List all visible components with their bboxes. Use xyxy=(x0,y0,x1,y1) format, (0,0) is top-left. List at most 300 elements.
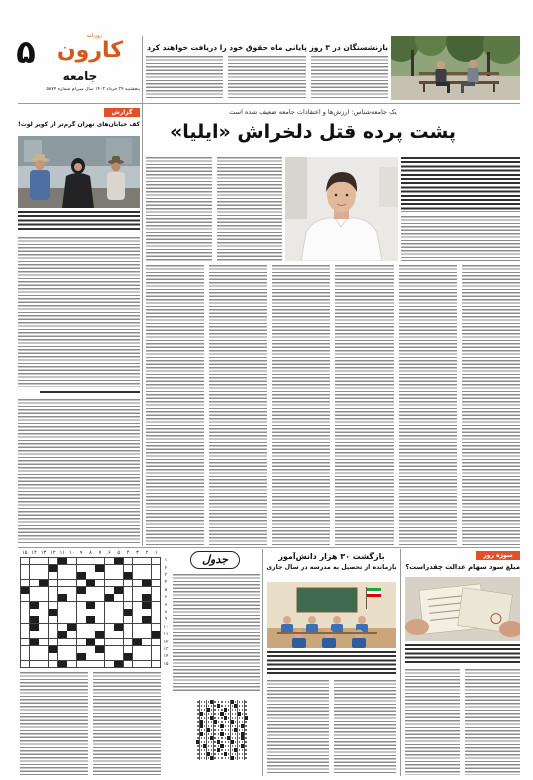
article-body-text xyxy=(334,680,396,775)
crossword-cell xyxy=(49,558,58,565)
column-divider xyxy=(400,549,401,776)
crossword-black-cell xyxy=(49,565,58,572)
crossword-black-cell xyxy=(30,616,39,623)
crossword-cell xyxy=(21,639,30,646)
crossword-cell xyxy=(95,609,104,616)
crossword-cell xyxy=(95,572,104,579)
crossword-cell xyxy=(133,580,142,587)
crossword-cell xyxy=(95,624,104,631)
crossword-cell xyxy=(124,558,133,565)
crossword-cell xyxy=(30,609,39,616)
photo-ilya xyxy=(285,157,398,261)
crossword-cell xyxy=(105,646,114,653)
crossword-cell xyxy=(152,602,161,609)
main-story-headline: پشت پرده قتل دلخراش «ایلیا» xyxy=(169,121,457,143)
crossword-row-number: ۱۳ xyxy=(163,646,169,652)
crossword-cell xyxy=(142,646,151,653)
main-story-kicker: یک جامعه‌شناس: ارزش‌ها و اعتقادات جامعه ضعیف شده است xyxy=(229,108,397,116)
crossword-black-cell xyxy=(142,602,151,609)
crossword-cell xyxy=(105,580,114,587)
crossword-cell xyxy=(67,572,76,579)
crossword-cell xyxy=(21,646,30,653)
crossword-black-cell xyxy=(114,558,123,565)
crossword-black-cell xyxy=(142,580,151,587)
crossword-cell xyxy=(77,616,86,623)
crossword-cell xyxy=(58,602,67,609)
article-body-text xyxy=(209,265,267,545)
crossword-cell xyxy=(142,653,151,660)
crossword-cell xyxy=(49,572,58,579)
crossword-column-numbers xyxy=(20,550,161,556)
crossword-cell xyxy=(152,580,161,587)
crossword-cell xyxy=(124,580,133,587)
photo-justice-shares xyxy=(405,577,520,641)
crossword-black-cell xyxy=(124,609,133,616)
crossword-cell xyxy=(77,602,86,609)
crossword-cell xyxy=(133,565,142,572)
crossword-cell xyxy=(95,594,104,601)
desks xyxy=(277,632,377,634)
lead-paragraph-text xyxy=(401,157,520,212)
crossword-black-cell xyxy=(86,616,95,623)
crossword-cell xyxy=(21,594,30,601)
crossword-black-cell xyxy=(95,631,104,638)
crossword-cell xyxy=(67,616,76,623)
crossword-cell xyxy=(86,624,95,631)
crossword-cell xyxy=(124,661,133,668)
crossword-cell xyxy=(142,609,151,616)
crossword-cell xyxy=(58,646,67,653)
crossword-cell xyxy=(39,616,48,623)
crossword-row-number: ۵ xyxy=(164,587,168,593)
column-divider xyxy=(142,36,143,546)
crossword-cell xyxy=(124,587,133,594)
article-body-text xyxy=(405,669,460,775)
crossword-cell xyxy=(58,609,67,616)
crossword-black-cell xyxy=(21,587,30,594)
crossword-column-number: ۱۱ xyxy=(59,550,65,556)
crossword-cell xyxy=(67,609,76,616)
report-section-tag: گزارش xyxy=(104,108,140,117)
man-walking xyxy=(107,156,125,200)
crossword-column-number: ۱۵ xyxy=(22,550,28,556)
crossword-cell xyxy=(95,587,104,594)
crossword-cell xyxy=(124,594,133,601)
crossword-cell xyxy=(152,661,161,668)
crossword-row-number: ۳ xyxy=(164,572,168,578)
crossword-cell xyxy=(114,594,123,601)
photo-caption-text xyxy=(405,644,520,665)
crossword-column-number: ۴ xyxy=(126,550,130,556)
crossword-column-number: ۱۰ xyxy=(69,550,75,556)
top-story-headline: بازنشستگان در ۳ روز پایانی ماه حقوق خود را دریافت خواهند کرد xyxy=(147,43,388,52)
crossword-black-cell xyxy=(77,572,86,579)
crossword-black-cell xyxy=(124,653,133,660)
crossword-cell xyxy=(67,661,76,668)
crossword-black-cell xyxy=(58,558,67,565)
crossword-cell xyxy=(39,602,48,609)
crossword-cell xyxy=(67,639,76,646)
crossword-cell xyxy=(58,587,67,594)
crossword-cell xyxy=(124,602,133,609)
crossword-cell xyxy=(49,602,58,609)
crossword-cell xyxy=(21,565,30,572)
article-body-text xyxy=(272,265,330,545)
crossword-cell xyxy=(21,653,30,660)
crossword-clues-text xyxy=(20,672,88,775)
crossword-cell xyxy=(133,602,142,609)
justice-shares-headline: مبلغ سود سهام عدالت چقدراست؟ xyxy=(405,563,520,571)
crossword-cell xyxy=(105,631,114,638)
crossword-cell xyxy=(95,616,104,623)
photo-retirees-park xyxy=(391,36,520,100)
crossword-cell xyxy=(39,661,48,668)
schools-body xyxy=(267,680,396,775)
crossword-cell xyxy=(77,631,86,638)
solution-cell xyxy=(245,756,248,760)
crossword-black-cell xyxy=(105,594,114,601)
crossword-cell xyxy=(58,639,67,646)
crossword-cell xyxy=(105,565,114,572)
crossword-cell xyxy=(67,646,76,653)
crossword-cell xyxy=(49,580,58,587)
crossword-cell xyxy=(49,616,58,623)
crossword-cell xyxy=(58,624,67,631)
crossword-black-cell xyxy=(114,661,123,668)
crossword-column-number: ۱۲ xyxy=(50,550,56,556)
crossword-row-number: ۱۱ xyxy=(163,632,169,638)
crossword-cell xyxy=(58,653,67,660)
article-body-text xyxy=(146,56,223,100)
crossword-clues-text xyxy=(93,672,161,775)
crossword-cell xyxy=(105,624,114,631)
crossword-cell xyxy=(114,639,123,646)
crossword-cell xyxy=(133,616,142,623)
photo-classroom xyxy=(267,582,396,648)
crossword-column-number: ۳ xyxy=(136,550,139,556)
crossword-grid xyxy=(20,557,161,668)
article-body-text xyxy=(462,265,520,545)
crossword-cell xyxy=(67,653,76,660)
crossword-black-cell xyxy=(49,646,58,653)
crossword-cell xyxy=(95,558,104,565)
crossword-cell xyxy=(30,646,39,653)
crossword-cell xyxy=(86,609,95,616)
article-body-text xyxy=(335,265,393,545)
crossword-cell xyxy=(142,661,151,668)
crossword-cell xyxy=(58,565,67,572)
crossword-column-number: ۱۴ xyxy=(31,550,37,556)
crossword-cell xyxy=(39,609,48,616)
top-story-body xyxy=(146,56,388,100)
crossword-previous-solution xyxy=(196,700,248,760)
crossword-cell xyxy=(21,631,30,638)
crossword-cell xyxy=(77,609,86,616)
crossword-cell xyxy=(105,609,114,616)
crossword-cell xyxy=(124,639,133,646)
crossword-cell xyxy=(133,572,142,579)
crossword-row-number: ۴ xyxy=(164,580,168,586)
justice-shares-body xyxy=(405,669,520,775)
crossword-cell xyxy=(86,565,95,572)
crossword-cell xyxy=(21,580,30,587)
crossword-black-cell xyxy=(67,624,76,631)
crossword-cell xyxy=(133,646,142,653)
crossword-cell xyxy=(21,616,30,623)
crossword-column-number: ۲ xyxy=(145,550,149,556)
crossword-cell xyxy=(30,631,39,638)
crossword-cell xyxy=(39,587,48,594)
crossword-black-cell xyxy=(86,639,95,646)
crossword-cell xyxy=(124,565,133,572)
crossword-column-number: ۱ xyxy=(154,550,158,556)
crossword-black-cell xyxy=(114,624,123,631)
crossword-cell xyxy=(105,572,114,579)
crossword-cell xyxy=(30,565,39,572)
crossword-column-number: ۹ xyxy=(79,550,83,556)
crossword-black-cell xyxy=(86,580,95,587)
article-body-text xyxy=(18,399,140,545)
article-body-text xyxy=(217,157,283,261)
crossword-cell xyxy=(21,558,30,565)
article-body-text xyxy=(399,265,457,545)
crossword-black-cell xyxy=(30,624,39,631)
crossword-cell xyxy=(142,624,151,631)
main-story-body xyxy=(146,265,520,545)
crossword-cell xyxy=(86,653,95,660)
photo-tehran-street xyxy=(18,136,140,208)
crossword-cell xyxy=(105,616,114,623)
crossword-black-cell xyxy=(58,661,67,668)
dateline: پنجشنبه ۲۴ خرداد ۱۴۰۲ سال سی‌ام شماره ۵۸۷۴ xyxy=(46,87,140,92)
crossword-black-cell xyxy=(30,602,39,609)
crossword-cell xyxy=(114,653,123,660)
crossword-row-number: ۷ xyxy=(164,602,168,608)
schools-headline-line1: بازگشت ۳۰ هزار دانش‌آموز xyxy=(278,552,385,561)
crossword-cell xyxy=(152,646,161,653)
article-body-text xyxy=(267,680,329,775)
column-divider xyxy=(262,549,263,776)
crossword-cell xyxy=(124,616,133,623)
crossword-cell xyxy=(67,565,76,572)
crossword-vertical-clues xyxy=(20,672,161,775)
crossword-cell xyxy=(95,602,104,609)
crossword-black-cell xyxy=(114,587,123,594)
crossword-column-number: ۸ xyxy=(89,550,92,556)
crossword-cell xyxy=(21,602,30,609)
crossword-cell xyxy=(39,624,48,631)
crossword-row-number: ۱۲ xyxy=(163,639,169,645)
crossword-cell xyxy=(67,602,76,609)
crossword-black-cell xyxy=(49,609,58,616)
crossword-cell xyxy=(77,594,86,601)
article-body-text xyxy=(465,669,520,775)
crossword-cell xyxy=(152,572,161,579)
crossword-black-cell xyxy=(77,587,86,594)
photo-caption-text xyxy=(267,651,396,676)
crossword-cell xyxy=(49,653,58,660)
crossword-black-cell xyxy=(77,653,86,660)
crossword-cell xyxy=(133,609,142,616)
crossword-cell xyxy=(39,631,48,638)
crossword-cell xyxy=(67,631,76,638)
divider xyxy=(18,547,520,548)
crossword-black-cell xyxy=(152,631,161,638)
crossword-cell xyxy=(49,639,58,646)
crossword-cell xyxy=(30,661,39,668)
article-body-text xyxy=(146,265,204,545)
paper-logo: کارون xyxy=(56,38,124,63)
crossword-cell xyxy=(133,594,142,601)
crossword-cell xyxy=(152,653,161,660)
crossword-row-number: ۲ xyxy=(164,565,168,571)
crossword-cell xyxy=(124,631,133,638)
crossword-cell xyxy=(49,594,58,601)
crossword-cell xyxy=(152,558,161,565)
crossword-cell xyxy=(152,639,161,646)
crossword-cell xyxy=(114,631,123,638)
crossword-black-cell xyxy=(95,565,104,572)
report-headline: کف خیابان‌های تهران گرم‌تر از کویر لوت! xyxy=(18,121,140,128)
crossword-cell xyxy=(133,631,142,638)
crossword-cell xyxy=(67,587,76,594)
crossword-cell xyxy=(114,580,123,587)
crossword-clues-text xyxy=(173,574,260,692)
crossword-cell xyxy=(39,558,48,565)
crossword-cell xyxy=(67,558,76,565)
crossword-cell xyxy=(77,565,86,572)
section-title: جامعه xyxy=(62,69,98,83)
crossword-black-cell xyxy=(58,594,67,601)
crossword-cell xyxy=(39,639,48,646)
crossword-cell xyxy=(77,580,86,587)
crossword-cell xyxy=(86,558,95,565)
crossword-row-number: ۹ xyxy=(164,617,168,623)
crossword-cell xyxy=(142,572,151,579)
crossword-cell xyxy=(86,646,95,653)
crossword-cell xyxy=(133,653,142,660)
crossword-black-cell xyxy=(86,602,95,609)
crossword-cell xyxy=(86,631,95,638)
crossword-cell xyxy=(21,609,30,616)
crossword-cell xyxy=(21,572,30,579)
article-body-text xyxy=(18,237,140,387)
crossword-black-cell xyxy=(39,580,48,587)
crossword-cell xyxy=(105,558,114,565)
crossword-cell xyxy=(39,572,48,579)
crossword-cell xyxy=(95,639,104,646)
schools-headline-line2: بازمانده از تحصیل به مدرسه در سال جاری xyxy=(266,564,397,571)
crossword-cell xyxy=(86,572,95,579)
article-body-text xyxy=(311,56,388,100)
crossword-cell xyxy=(105,639,114,646)
crossword-cell xyxy=(105,602,114,609)
crossword-cell xyxy=(30,653,39,660)
crossword-cell xyxy=(49,624,58,631)
crossword-cell xyxy=(142,587,151,594)
crossword-cell xyxy=(30,558,39,565)
crossword-cell xyxy=(30,572,39,579)
crossword-cell xyxy=(152,594,161,601)
crossword-row-numbers xyxy=(162,557,170,668)
crossword-cell xyxy=(77,624,86,631)
crossword-cell xyxy=(114,602,123,609)
man-with-hat xyxy=(30,154,50,200)
crossword-column-number: ۱۳ xyxy=(40,550,47,556)
crossword-cell xyxy=(58,580,67,587)
crossword-cell xyxy=(49,587,58,594)
crossword-cell xyxy=(30,580,39,587)
crossword-cell xyxy=(124,624,133,631)
crossword-cell xyxy=(133,558,142,565)
crossword-cell xyxy=(39,653,48,660)
crossword-cell xyxy=(86,594,95,601)
crossword-cell xyxy=(86,587,95,594)
crossword-cell xyxy=(105,661,114,668)
article-subhead-text xyxy=(40,391,140,395)
crossword-cell xyxy=(152,565,161,572)
crossword-black-cell xyxy=(142,594,151,601)
crossword-column-number: ۶ xyxy=(107,550,111,556)
crossword-cell xyxy=(142,639,151,646)
crossword-cell xyxy=(114,616,123,623)
crossword-cell xyxy=(77,646,86,653)
crossword-cell xyxy=(95,653,104,660)
crossword-cell xyxy=(95,580,104,587)
crossword-cell xyxy=(86,661,95,668)
crossword-column-number: ۵ xyxy=(117,550,121,556)
crossword-black-cell xyxy=(124,572,133,579)
crossword-cell xyxy=(114,609,123,616)
crossword-cell xyxy=(58,572,67,579)
crossword-cell xyxy=(39,594,48,601)
crossword-column-number: ۷ xyxy=(98,550,102,556)
crossword-cell xyxy=(49,631,58,638)
crossword-cell xyxy=(133,624,142,631)
page-number: ۵ xyxy=(16,33,36,71)
crossword-cell xyxy=(124,646,133,653)
crossword-cell xyxy=(58,616,67,623)
crossword-cell xyxy=(114,565,123,572)
topic-of-day-tag: سوژه روز xyxy=(476,551,520,560)
crossword-black-cell xyxy=(133,639,142,646)
crossword-row-number: ۱۰ xyxy=(163,624,169,630)
crossword-cell xyxy=(152,616,161,623)
crossword-cell xyxy=(133,587,142,594)
crossword-row-number: ۱ xyxy=(164,558,168,564)
crossword-cell xyxy=(142,631,151,638)
crossword-cell xyxy=(30,594,39,601)
crossword-cell xyxy=(21,661,30,668)
crossword-cell xyxy=(95,661,104,668)
crossword-cell xyxy=(77,558,86,565)
article-body-text xyxy=(146,157,212,261)
article-body-text xyxy=(401,216,520,261)
crossword-cell xyxy=(105,587,114,594)
crossword-cell xyxy=(114,646,123,653)
crossword-row-number: ۱۵ xyxy=(163,661,169,667)
crossword-cell xyxy=(105,653,114,660)
crossword-cell xyxy=(21,624,30,631)
article-body-text xyxy=(228,56,305,100)
crossword-black-cell xyxy=(95,646,104,653)
crossword-cell xyxy=(49,661,58,668)
crossword-cell xyxy=(142,565,151,572)
crossword-cell xyxy=(77,661,86,668)
crossword-black-cell xyxy=(58,631,67,638)
divider xyxy=(18,103,520,104)
crossword-title: جدول xyxy=(190,551,240,569)
